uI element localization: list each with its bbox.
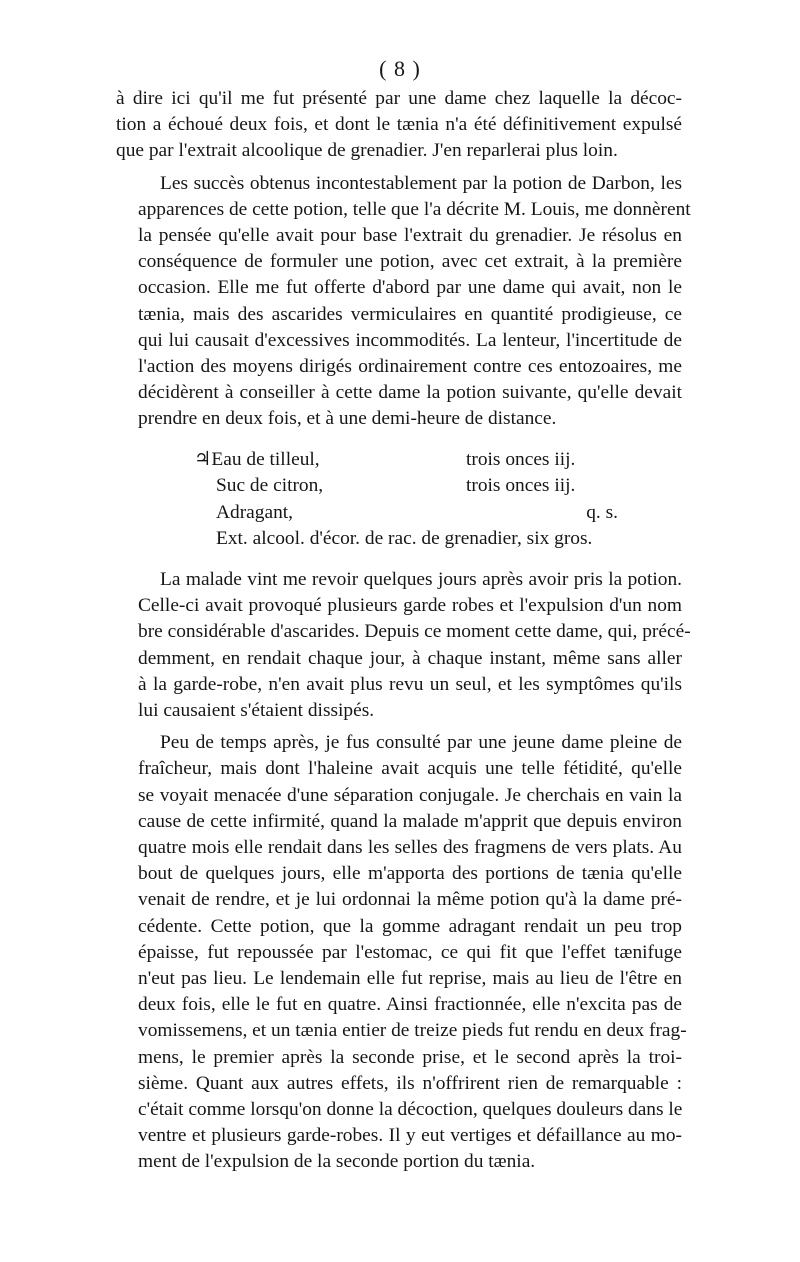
rx-symbol: ♃ <box>194 448 212 470</box>
text-line: ment de l'expulsion de la seconde portion du tænia. <box>138 1151 536 1173</box>
prescription-block <box>116 447 682 553</box>
body-text <box>116 86 691 1176</box>
paragraph <box>116 567 691 724</box>
text-line: se voyait menacée d'une séparation conjugale. Je cherchais en vain la <box>138 784 682 806</box>
text-line: n'eut pas lieu. Le lendemain elle fut reprise, mais au lieu de l'être en <box>138 968 682 990</box>
ingredient-label: Eau de tilleul, <box>211 448 320 470</box>
text-line: tænia, mais des ascarides vermiculaires en quantité prodigieuse, ce <box>138 303 682 325</box>
text-line: c'était comme lorsqu'on donne la décoction, quelques douleurs dans le <box>138 1099 683 1121</box>
paragraph <box>116 730 687 1175</box>
paragraphs-before-recipe <box>116 86 691 433</box>
text-line: épaisse, fut repoussée par l'estomac, ce qui fit que l'effet tænifuge <box>138 941 682 963</box>
text-line: à dire ici qu'il me fut présenté par une dame chez laquelle la décoc- <box>116 88 682 109</box>
text-line: quatre mois elle rendait dans les selles des fragmens de vers plats. Au <box>138 837 682 859</box>
text-line: bre considérable d'ascarides. Depuis ce moment cette dame, qui, précé- <box>138 621 691 643</box>
prescription-ingredient <box>116 447 436 474</box>
text-line: Les succès obtenus incontestablement par la potion de Darbon, les <box>160 172 682 194</box>
prescription-quantity: trois onces iij. <box>466 475 576 497</box>
prescription-ingredient: Adragant, <box>216 501 293 523</box>
text-line: fraîcheur, mais dont l'haleine avait acquis une telle fétidité, qu'elle <box>138 758 682 780</box>
text-line: qui lui causait d'excessives incommodités. La lenteur, l'incertitude de <box>138 329 682 351</box>
text-line: conséquence de formuler une potion, avec cet extrait, à la première <box>138 251 682 273</box>
text-line: à la garde-robe, n'en avait plus revu un seul, et les symptômes qu'ils <box>138 673 682 695</box>
prescription-quantity: q. s. <box>586 501 618 523</box>
prescription-quantity: trois onces iij. <box>466 448 576 470</box>
text-line: vomissemens, et un tænia entier de treize pieds fut rendu en deux frag- <box>138 1020 687 1042</box>
text-line: demment, en rendait chaque jour, à chaque instant, même sans aller <box>138 647 682 669</box>
text-line: ventre et plusieurs garde-robes. Il y eut vertiges et défaillance au mo- <box>138 1125 682 1147</box>
page-number: ( 8 ) <box>379 56 421 81</box>
text-line: Celle-ci avait provoqué plusieurs garde robes et l'expulsion d'un nom <box>138 595 682 617</box>
text-line: cause de cette infirmité, quand la malade m'apprit que depuis environ <box>138 810 682 832</box>
text-line: deux fois, elle le fut en quatre. Ainsi fractionnée, elle n'excita pas de <box>138 994 682 1016</box>
text-line: venait de rendre, et je lui ordonnai la même potion qu'à la dame pré- <box>138 889 682 911</box>
text-line: occasion. Elle me fut offerte d'abord par une dame qui avait, non le <box>138 277 682 299</box>
text-line: Peu de temps après, je fus consulté par une jeune dame pleine de <box>160 732 682 754</box>
text-line: bout de quelques jours, elle m'apporta des portions de tænia qu'elle <box>138 863 682 885</box>
prescription-line <box>116 500 682 527</box>
text-line: l'action des moyens dirigés ordinairement contre ces entozoaires, me <box>138 356 682 378</box>
text-line: décidèrent à conseiller à cette dame la potion suivante, qu'elle devait <box>138 382 682 404</box>
text-line: que par l'extrait alcoolique de grenadier. J'en reparlerai plus loin. <box>116 140 618 162</box>
text-line: cédente. Cette potion, que la gomme adragant rendait un peu trop <box>138 915 682 937</box>
prescription-ingredient: Suc de citron, <box>216 475 324 497</box>
paragraph <box>116 171 691 433</box>
text-line: la pensée qu'elle avait pour base l'extrait du grenadier. Je résolus en <box>138 225 682 247</box>
paragraphs-after-recipe <box>116 567 691 1176</box>
text-line: lui causaient s'étaient dissipés. <box>138 700 375 722</box>
text-line: mens, le premier après la seconde prise, et le second après la troi- <box>138 1046 682 1068</box>
text-line: sième. Quant aux autres effets, ils n'offrirent rien de remarquable : <box>138 1072 682 1094</box>
text-line: apparences de cette potion, telle que l'a décrite M. Louis, me donnèrent <box>138 198 691 220</box>
prescription-final-line: Ext. alcool. d'écor. de rac. de grenadier, six gros. <box>216 528 593 550</box>
prescription-line <box>116 447 682 474</box>
paragraph <box>116 86 682 165</box>
text-line: tion a échoué deux fois, et dont le tænia n'a été définitivement expulsé <box>116 114 682 136</box>
text-line: La malade vint me revoir quelques jours après avoir pris la potion. <box>160 569 682 591</box>
prescription-line <box>116 473 682 500</box>
text-line: prendre en deux fois, et à une demi-heure de distance. <box>138 408 557 430</box>
